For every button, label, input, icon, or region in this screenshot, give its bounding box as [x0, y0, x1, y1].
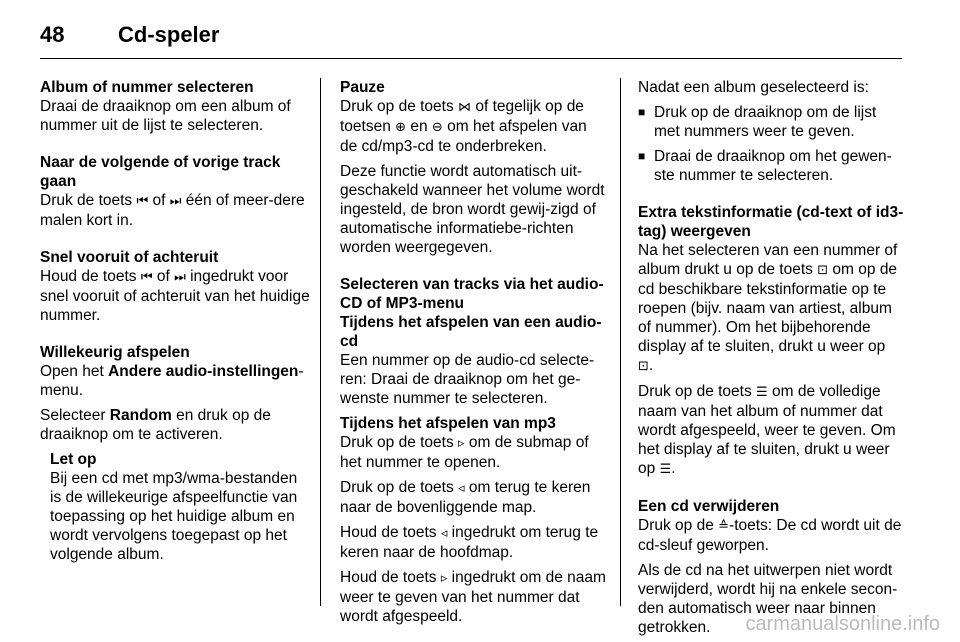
- volume-up-icon: ⊕: [395, 120, 407, 135]
- section-album-selected: [638, 78, 904, 185]
- heading: Pauze: [340, 79, 385, 96]
- heading: Album of nummer selecteren: [40, 79, 254, 96]
- arrow-left-icon: ◃: [458, 481, 465, 496]
- bullet-icon: ■: [638, 149, 646, 163]
- paragraph: Draai de draaiknop om een album of nummer uit de lijst te selecteren.: [40, 98, 291, 134]
- paragraph: Nadat een album geselecteerd is:: [638, 79, 869, 96]
- page-header: [40, 12, 902, 59]
- paragraph: Druk op de toets ▹ om de submap of het nummer te openen.: [340, 434, 589, 471]
- subheading: Tijdens het afspelen van een audio-cd: [340, 314, 602, 350]
- section-random: [40, 343, 312, 564]
- paragraph: Druk de toets ⏮ of ⏭ één of meer-dere malen kort in.: [40, 192, 305, 229]
- arrow-right-icon: ▹: [458, 436, 465, 451]
- note-box: [50, 450, 312, 564]
- note-heading: Let op: [50, 451, 97, 468]
- page-number: 48: [40, 22, 65, 47]
- paragraph: Druk op de ≙-toets: De cd wordt uit de cd-sleuf geworpen.: [638, 517, 902, 554]
- eject-icon: ≙: [718, 519, 730, 534]
- paragraph: Als de cd na het uitwerpen niet wordt verwijderd, wordt hij na enkele secon-den automatisch weer naar binnen getrokken.: [638, 562, 898, 636]
- bullet-icon: ■: [638, 105, 646, 119]
- watermark: carmanualsonline.info: [745, 613, 940, 635]
- list-item: ■ Druk op de draaiknop om de lijst met nummers weer te geven.: [638, 104, 877, 140]
- paragraph: Houd de toets ◃ ingedrukt om terug te keren naar de hoofdmap.: [340, 524, 599, 561]
- column-divider: [320, 78, 321, 606]
- skip-back-icon: ⏮: [140, 270, 153, 285]
- paragraph: Een nummer op de audio-cd selecte-ren: Draai de draaiknop om het ge-wenste nummer te selecteren.: [340, 352, 595, 407]
- info-icon: ⊡: [638, 359, 649, 374]
- section-album-select: [40, 78, 312, 135]
- volume-down-icon: ⊖: [431, 120, 443, 135]
- menu-icon: ☰: [756, 385, 768, 400]
- column-2: [340, 78, 608, 626]
- paragraph: Druk op de toets ☰ om de volledige naam van het album of nummer dat wordt afgespeeld, weer te geven. Om het display af te sluiten, drukt u weer op ☰.: [638, 383, 896, 477]
- column-divider: [620, 78, 621, 606]
- heading: Naar de volgende of vorige track gaan: [40, 154, 281, 190]
- info-icon: ⊡: [817, 263, 829, 278]
- column-3: [638, 78, 904, 637]
- paragraph: Druk op de toets ◃ om terug te keren naar de bovenliggende map.: [340, 479, 591, 516]
- section-track-select: [340, 275, 608, 626]
- menu-icon: ☰: [659, 462, 672, 477]
- heading: Een cd verwijderen: [638, 498, 780, 515]
- heading: Willekeurig afspelen: [40, 344, 190, 361]
- skip-forward-icon: ⏭: [169, 194, 182, 209]
- paragraph: Selecteer Random en druk op de draaiknop om te activeren.: [40, 407, 271, 443]
- paragraph: Open het Andere audio-instellingen-menu.: [40, 363, 304, 399]
- section-pause: [340, 78, 608, 257]
- mute-icon: ⋈: [458, 100, 472, 115]
- paragraph: Druk op de toets ⋈ of tegelijk op de toetsen ⊕ en ⊖ om het afspelen van de cd/mp3-cd te onderbreken.: [340, 98, 587, 155]
- section-extra-text: [638, 203, 904, 479]
- bullet-list: [638, 103, 904, 185]
- heading: Extra tekstinformatie (cd-text of id3-tag) weergeven: [638, 204, 904, 240]
- column-1: [40, 78, 312, 564]
- paragraph: Houd de toets ▹ ingedrukt om de naam weer te geven van het nummer dat wordt afgespeeld.: [340, 569, 606, 625]
- section-fast-forward: [40, 248, 312, 325]
- arrow-left-icon: ◃: [440, 526, 448, 541]
- subheading: Tijdens het afspelen van mp3: [340, 415, 556, 432]
- note-text: Bij een cd met mp3/wma-bestanden is de willekeurige afspeelfunctie van toepassing op het huidige album en wordt vervolgens toegepast op het volgende album.: [50, 470, 298, 563]
- arrow-right-icon: ▹: [440, 571, 448, 586]
- heading: Snel vooruit of achteruit: [40, 249, 219, 266]
- list-item: ■ Draai de draaiknop om het gewen-ste nummer te selecteren.: [638, 148, 892, 184]
- section-next-prev: [40, 153, 312, 230]
- paragraph: Deze functie wordt automatisch uit-geschakeld wanneer het volume wordt ingesteld, de bron wordt gewij-zigd of automatische informatiebe-richten worden weergegeven.: [340, 163, 605, 256]
- heading: Selecteren van tracks via het audio-CD of MP3-menu: [340, 276, 604, 312]
- paragraph: Na het selecteren van een nummer of album drukt u op de toets ⊡ om op de cd beschikbare tekstinformatie op te roepen (bijv. naam van artiest, album of nummer). Om het bijbehorende display af te sluiten, drukt u weer op ⊡.: [638, 242, 898, 374]
- skip-back-icon: ⏮: [136, 194, 149, 209]
- skip-forward-icon: ⏭: [174, 270, 186, 285]
- page-title: Cd-speler: [118, 22, 220, 47]
- paragraph: Houd de toets ⏮ of ⏭ ingedrukt voor snel vooruit of achteruit van het huidige nummer.: [40, 268, 310, 324]
